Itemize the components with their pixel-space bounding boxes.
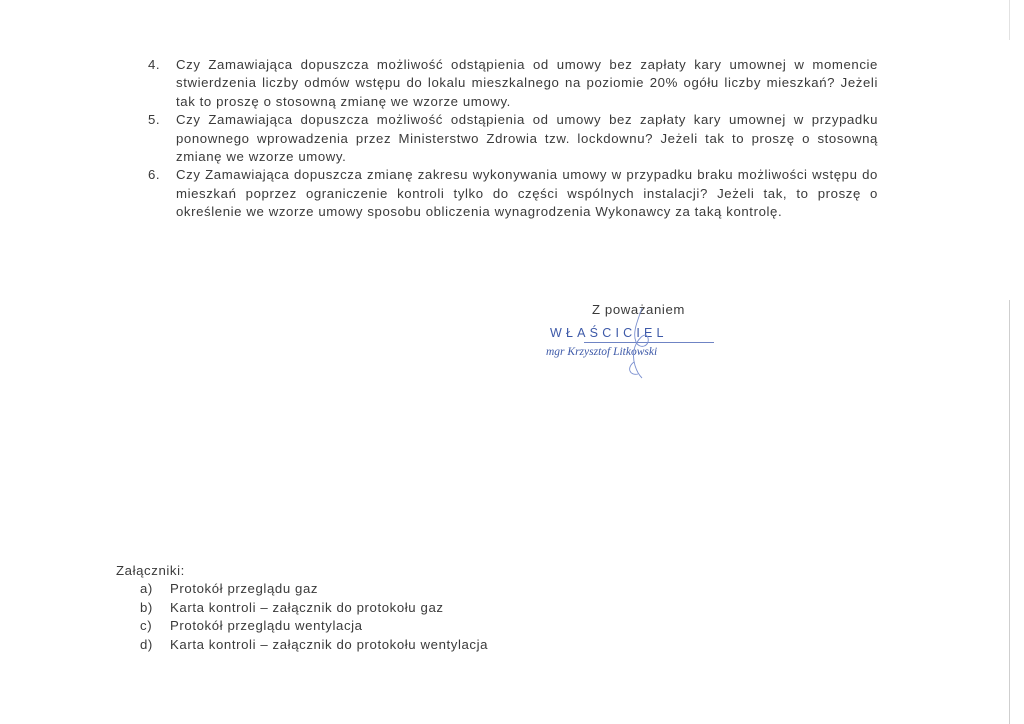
- attachment-item: [116, 617, 716, 635]
- stamp-title: WŁAŚCICIEL: [550, 326, 668, 340]
- question-text: Czy Zamawiająca dopuszcza możliwość odstąpienia od umowy bez zapłaty kary umownej w przypadku ponownego wprowadzenia przez Ministerstwo Zdrowia tzw. lockdownu? Jeżeli tak to proszę o stosowną zmianę we wzorze umowy.: [176, 112, 878, 165]
- handwritten-signature-icon: [580, 302, 690, 384]
- question-number: 4.: [148, 57, 161, 72]
- question-text: Czy Zamawiająca dopuszcza możliwość odstąpienia od umowy bez zapłaty kary umownej w momencie stwierdzenia liczby odmów wstępu do lokalu mieszkalnego na poziomie 20% ogółu liczby mieszkań? Jeżeli tak to proszę o stosowną zmianę we wzorze umowy.: [176, 57, 878, 109]
- signature-block: [540, 302, 740, 382]
- question-number: 6.: [148, 167, 161, 183]
- attachment-text: Karta kontroli – załącznik do protokołu gaz: [170, 599, 444, 615]
- attachments-title: Załączniki:: [116, 563, 185, 578]
- attachment-text: Protokół przeglądu wentylacja: [170, 618, 363, 634]
- attachment-list: [116, 580, 716, 654]
- attachment-text: Protokół przeglądu gaz: [170, 581, 319, 597]
- attachment-letter: a): [140, 581, 153, 597]
- question-text: Czy Zamawiająca dopuszcza zmianę zakresu wykonywania umowy w przypadku braku możliwości wstępu do mieszkań poprzez ograniczenie kontroli tylko do części wspólnych instalacji? Jeżeli tak, to proszę o określenie we wzorze umowy sposobu obliczenia wynagrodzenia Wykonawcy za taką kontrolę.: [176, 167, 878, 220]
- question-item-6: [140, 166, 878, 221]
- regards-text: Z poważaniem: [592, 302, 685, 317]
- question-item-5: [140, 111, 878, 166]
- question-item-4: [140, 56, 878, 111]
- question-number: 5.: [148, 112, 161, 128]
- attachment-item: [116, 636, 716, 654]
- attachment-item: [116, 599, 716, 617]
- question-list: [140, 56, 878, 222]
- attachment-letter: b): [140, 599, 153, 615]
- attachment-letter: c): [140, 618, 153, 634]
- attachment-item: [116, 580, 716, 598]
- attachments-section: [116, 562, 716, 654]
- page-edge: [1009, 300, 1010, 724]
- attachment-text: Karta kontroli – załącznik do protokołu wentylacja: [170, 636, 489, 652]
- attachment-letter: d): [140, 636, 153, 652]
- stamp-name: mgr Krzysztof Litkowski: [546, 346, 658, 358]
- page-edge-top: [1009, 0, 1010, 40]
